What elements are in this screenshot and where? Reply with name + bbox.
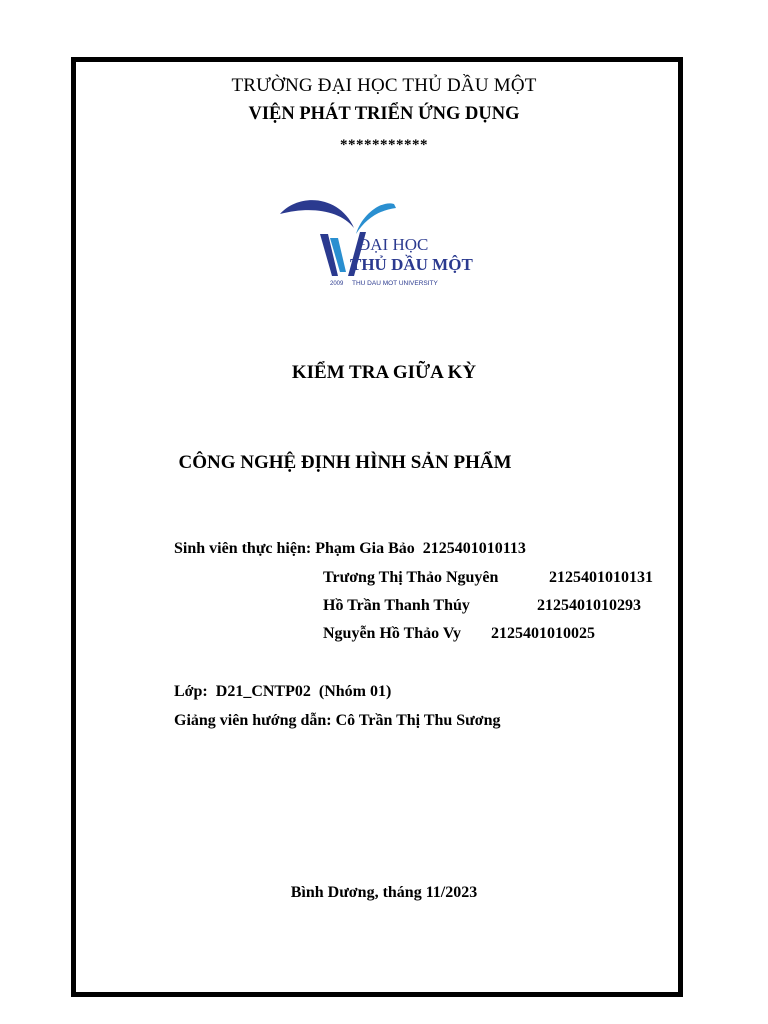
student-id: 2125401010113: [422, 540, 526, 557]
logo-line1: ĐẠI HỌC: [358, 235, 429, 254]
separator-stars: ***********: [340, 137, 428, 153]
student-name: Hồ Trần Thanh Thúy: [323, 597, 470, 614]
logo-right-wing: [356, 203, 396, 234]
student-row-1: [174, 540, 526, 558]
student-id: 2125401010293: [537, 597, 641, 614]
class-group: (Nhóm 01): [318, 683, 392, 700]
logo-english: THU DAU MOT UNIVERSITY: [352, 280, 438, 287]
tdmu-logo-icon: [262, 170, 494, 320]
exam-title: KIỂM TRA GIỮA KỲ: [291, 362, 477, 383]
student-id: 2125401010025: [491, 625, 595, 642]
student-name: Trương Thị Thảo Nguyên: [323, 569, 499, 586]
place-date: Bình Dương, tháng 11/2023: [290, 884, 478, 901]
institute-name: VIỆN PHÁT TRIỂN ỨNG DỤNG: [248, 104, 520, 124]
logo-year: 2009: [330, 281, 344, 287]
student-id: 2125401010131: [549, 569, 653, 586]
lecturer-label: Giảng viên hướng dẫn:: [174, 712, 332, 729]
students-label: Sinh viên thực hiện:: [174, 540, 312, 557]
student-name: Phạm Gia Bảo: [315, 540, 415, 557]
subject-title: CÔNG NGHỆ ĐỊNH HÌNH SẢN PHẨM: [178, 452, 512, 473]
lecturer-name: Cô Trần Thị Thu Sương: [335, 712, 501, 729]
logo-line2: THỦ DẦU MỘT: [350, 255, 473, 274]
class-code: D21_CNTP02: [215, 683, 311, 700]
class-label: Lớp:: [174, 683, 208, 700]
lecturer-info: [174, 712, 501, 730]
logo-left-wing: [280, 200, 354, 228]
university-name: TRƯỜNG ĐẠI HỌC THỦ DẦU MỘT: [231, 75, 537, 96]
student-name: Nguyễn Hồ Thảo Vy: [323, 625, 461, 642]
university-logo: [262, 170, 494, 320]
class-info: [174, 683, 391, 701]
